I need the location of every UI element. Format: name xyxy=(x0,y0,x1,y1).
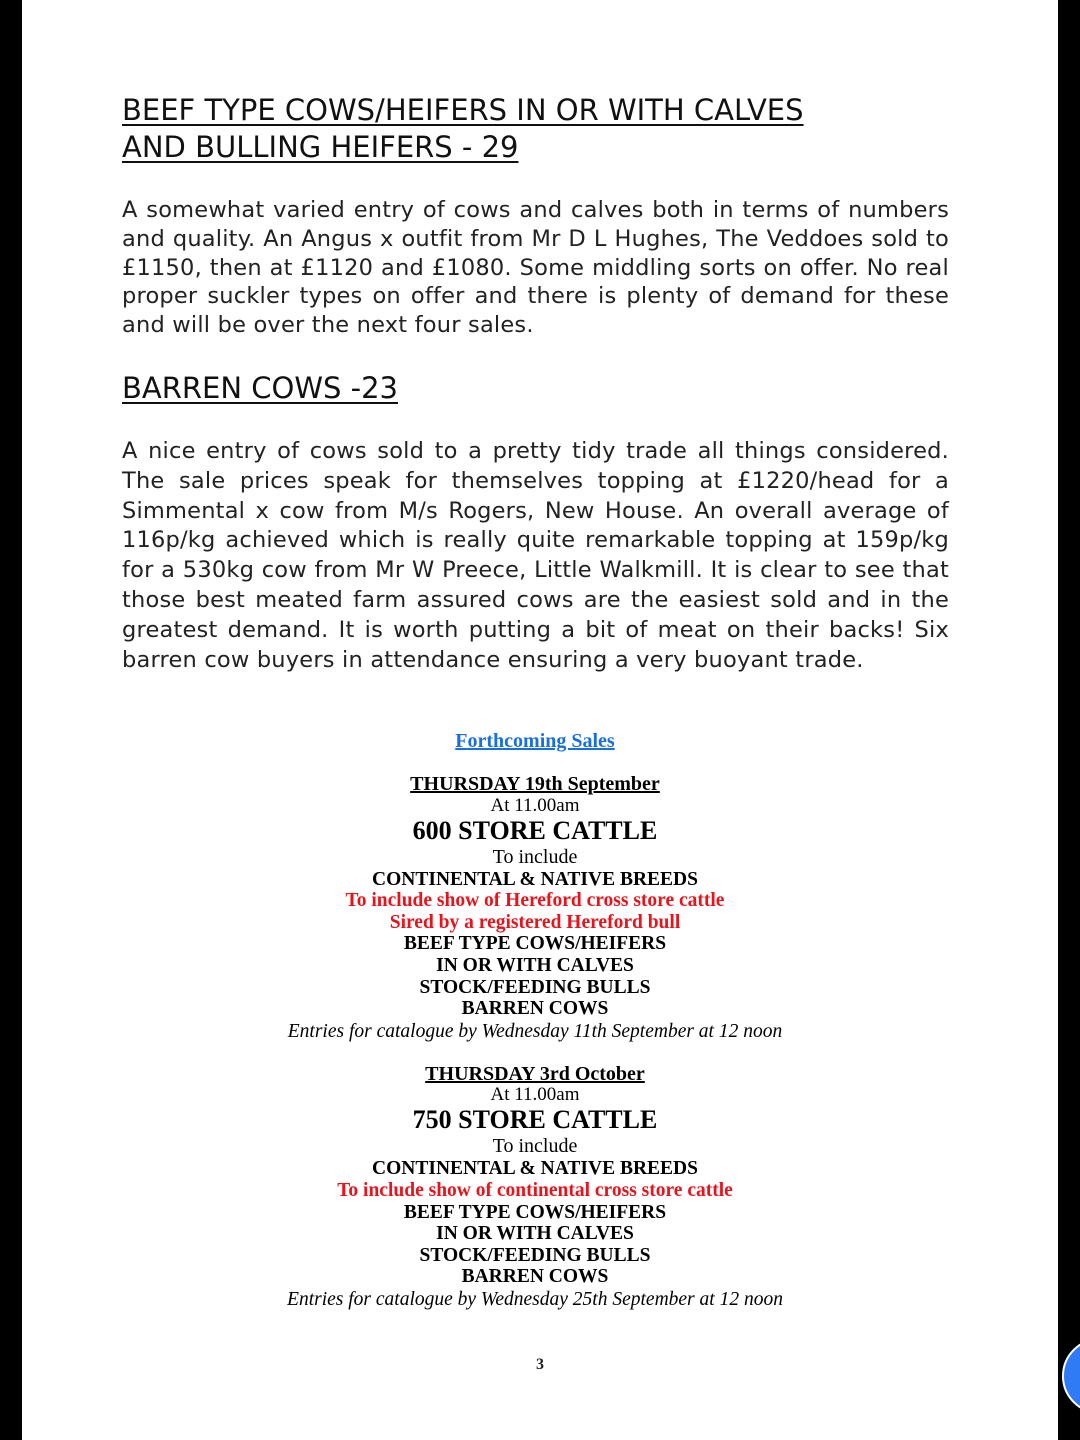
sale-item: BEEF TYPE COWS/HEIFERS xyxy=(403,1201,667,1223)
sale-item: BEEF TYPE COWS/HEIFERS xyxy=(403,933,667,955)
article-body xyxy=(122,92,949,675)
forthcoming-sales xyxy=(22,730,1048,1332)
section-heading-beef-cows xyxy=(122,92,949,166)
sale-item: BARREN COWS xyxy=(461,1266,609,1288)
sale-block-1 xyxy=(22,774,1048,1044)
sale-include: To include xyxy=(492,845,578,868)
sale-time: At 11.00am xyxy=(490,1084,580,1106)
page-number: 3 xyxy=(536,1356,544,1373)
floating-side-button[interactable] xyxy=(1062,1338,1080,1414)
sale-date: THURSDAY 3rd October xyxy=(425,1062,645,1085)
sale-item: BARREN COWS xyxy=(461,998,609,1020)
sale-highlight: To include show of continental cross store cattle xyxy=(337,1179,733,1201)
sale-entries-deadline: Entries for catalogue by Wednesday 25th September at 12 noon xyxy=(287,1288,783,1310)
sale-breeds: CONTINENTAL & NATIVE BREEDS xyxy=(372,868,698,890)
barren-cows-paragraph: A nice entry of cows sold to a pretty tidy trade all things considered. The sale prices speak for themselves topping at £1220/head for a Simmental x cow from M/s Rogers, New House. An overall average of 116p/kg achieved which is really quite remarkable topping at 159p/kg for a 530kg cow from Mr W Preece, Little Walkmill. It is clear to see that those best meated farm assured cows are the easiest sold and in the greatest demand. It is worth putting a bit of meat on their backs! Six barren cow buyers in attendance ensuring a very buoyant trade. xyxy=(122,437,949,673)
sale-time: At 11.00am xyxy=(490,794,580,816)
beef-cows-paragraph: A somewhat varied entry of cows and calves both in terms of numbers and quality. An Angus x outfit from Mr D L Hughes, The Veddoes sold to £1150, then at £1120 and £1080. Some middling sorts on offer. No real proper suckler types on offer and there is plenty of demand for these and will be over the next four sales. xyxy=(122,197,949,339)
sale-breeds: CONTINENTAL & NATIVE BREEDS xyxy=(372,1158,698,1180)
sale-item: STOCK/FEEDING BULLS xyxy=(419,1244,651,1266)
sale-item: IN OR WITH CALVES xyxy=(436,954,634,976)
document-page xyxy=(22,0,1058,1440)
sale-headline: 600 STORE CATTLE xyxy=(412,815,658,845)
heading-line-2: AND BULLING HEIFERS - 29 xyxy=(122,130,519,164)
sale-block-2 xyxy=(22,1064,1048,1312)
section-heading-barren-cows: BARREN COWS -23 xyxy=(122,370,399,405)
sale-highlight: To include show of Hereford cross store cattle xyxy=(345,890,725,912)
sale-highlight: Sired by a registered Hereford bull xyxy=(389,911,681,933)
forthcoming-sales-link[interactable]: Forthcoming Sales xyxy=(455,730,615,752)
sale-headline: 750 STORE CATTLE xyxy=(412,1105,658,1135)
sale-date: THURSDAY 19th September xyxy=(410,773,660,795)
sale-entries-deadline: Entries for catalogue by Wednesday 11th September at 12 noon xyxy=(287,1020,783,1042)
sale-include: To include xyxy=(492,1135,578,1158)
sale-item: STOCK/FEEDING BULLS xyxy=(419,976,651,998)
heading-line-1: BEEF TYPE COWS/HEIFERS IN OR WITH CALVES xyxy=(122,93,804,127)
sale-item: IN OR WITH CALVES xyxy=(436,1223,634,1245)
